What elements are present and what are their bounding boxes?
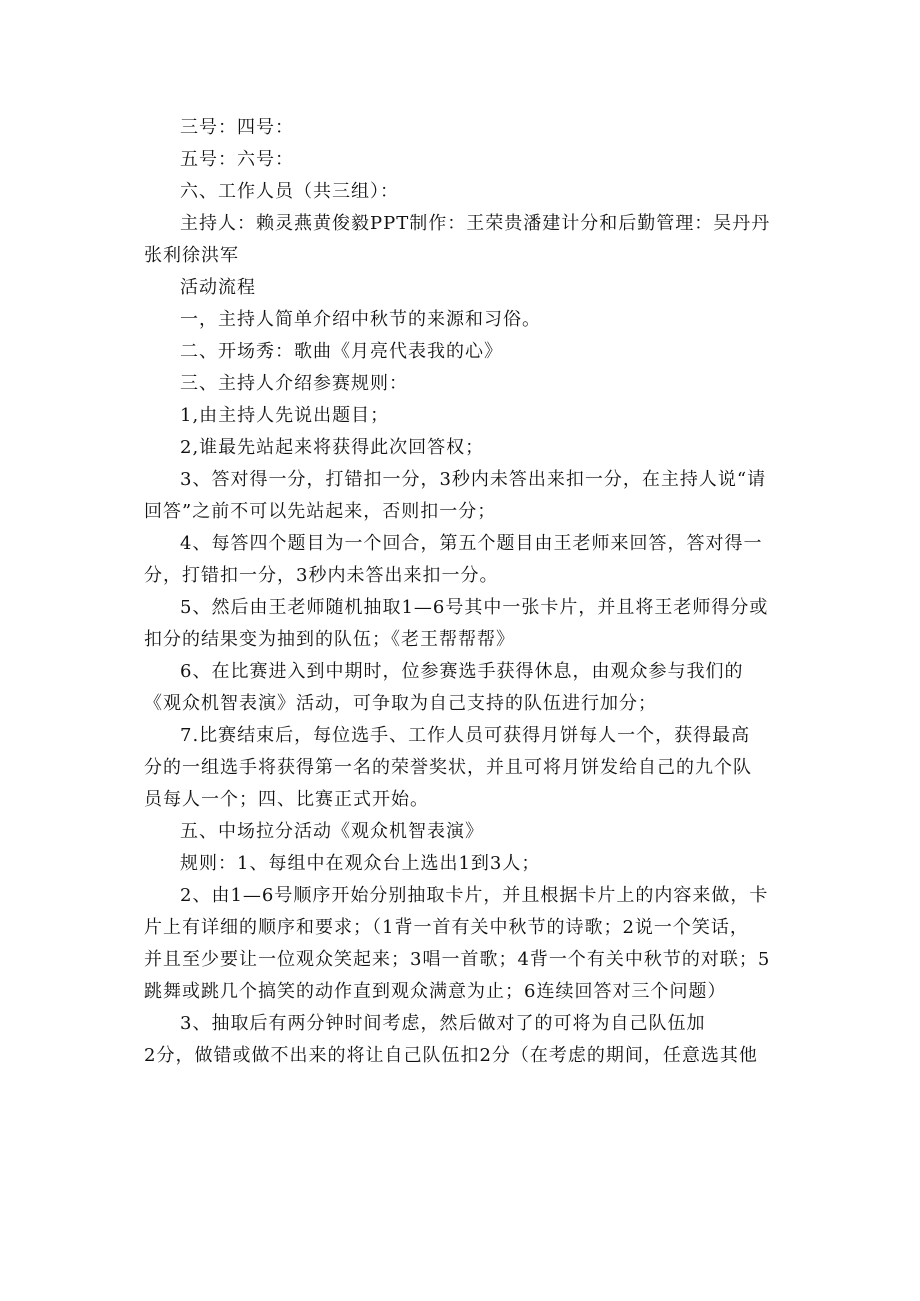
paragraph-team-three-four: 三号：四号： [180, 117, 294, 138]
rule-3-line-1: 3、答对得一分，打错扣一分，3秒内未答出来扣一分，在主持人说“请 [180, 469, 767, 490]
paragraph-staff-line-1: 主持人：赖灵燕黄俊毅PPT制作：王荣贵潘建计分和后勤管理：吴丹丹 [180, 213, 771, 234]
midgame-rule-2-line-1: 2、由1—6号顺序开始分别抽取卡片，并且根据卡片上的内容来做，卡 [180, 885, 769, 906]
rule-6-line-2: 《观众机智表演》活动，可争取为自己支持的队伍进行加分； [144, 693, 657, 714]
rule-5-line-2: 扣分的结果变为抽到的队伍；《老王帮帮帮》 [144, 629, 515, 650]
rule-7-line-1: 7.比赛结束后，每位选手、工作人员可获得月饼每人一个，获得最高 [180, 725, 751, 746]
paragraph-flow-2: 二、开场秀：歌曲《月亮代表我的心》 [180, 341, 503, 362]
rule-7-line-3: 员每人一个；四、比赛正式开始。 [144, 789, 429, 810]
midgame-rule-1: 规则：1、每组中在观众台上选出1到3人； [180, 853, 541, 874]
rule-1: 1,由主持人先说出题目； [180, 405, 390, 426]
rule-7-line-2: 分的一组选手将获得第一名的荣誉奖状，并且可将月饼发给自己的九个队 [144, 757, 752, 778]
midgame-rule-2-line-2: 片上有详细的顺序和要求；（1背一首有关中秋节的诗歌；2说一个笑话， [144, 917, 749, 938]
heading-staff: 六、工作人员（共三组）： [180, 181, 399, 202]
rule-3-line-2: 回答”之前不可以先站起来，否则扣一分； [144, 501, 497, 522]
midgame-rule-2-line-4: 跳舞或跳几个搞笑的动作直到观众满意为止；6连续回答对三个问题） [144, 981, 727, 1002]
midgame-rule-3-line-2: 2分，做错或做不出来的将让自己队伍扣2分（在考虑的期间，任意选其他 [144, 1045, 758, 1066]
rule-5-line-1: 5、然后由王老师随机抽取1—6号其中一张卡片，并且将王老师得分或 [180, 597, 769, 618]
rule-4-line-2: 分，打错扣一分，3秒内未答出来扣一分。 [144, 565, 499, 586]
paragraph-team-five-six: 五号：六号： [180, 149, 294, 170]
rule-6-line-1: 6、在比赛进入到中期时，位参赛选手获得休息，由观众参与我们的 [180, 661, 744, 682]
paragraph-flow-3: 三、主持人介绍参赛规则： [180, 373, 408, 394]
heading-activity-flow: 活动流程 [180, 277, 256, 298]
paragraph-staff-line-2: 张利徐洪军 [144, 245, 239, 266]
midgame-rule-2-line-3: 并且至少要让一位观众笑起来；3唱一首歌；4背一个有关中秋节的对联；5 [144, 949, 771, 970]
rule-2: 2,谁最先站起来将获得此次回答权； [180, 437, 485, 458]
document-body [144, 112, 794, 1072]
paragraph-flow-1: 一，主持人简单介绍中秋节的来源和习俗。 [180, 309, 541, 330]
midgame-rule-3-line-1: 3、抽取后有两分钟时间考虑，然后做对了的可将为自己队伍加 [180, 1013, 706, 1034]
heading-midgame-activity: 五、中场拉分活动《观众机智表演》 [180, 821, 484, 842]
rule-4-line-1: 4、每答四个题目为一个回合，第五个题目由王老师来回答，答对得一 [180, 533, 763, 554]
